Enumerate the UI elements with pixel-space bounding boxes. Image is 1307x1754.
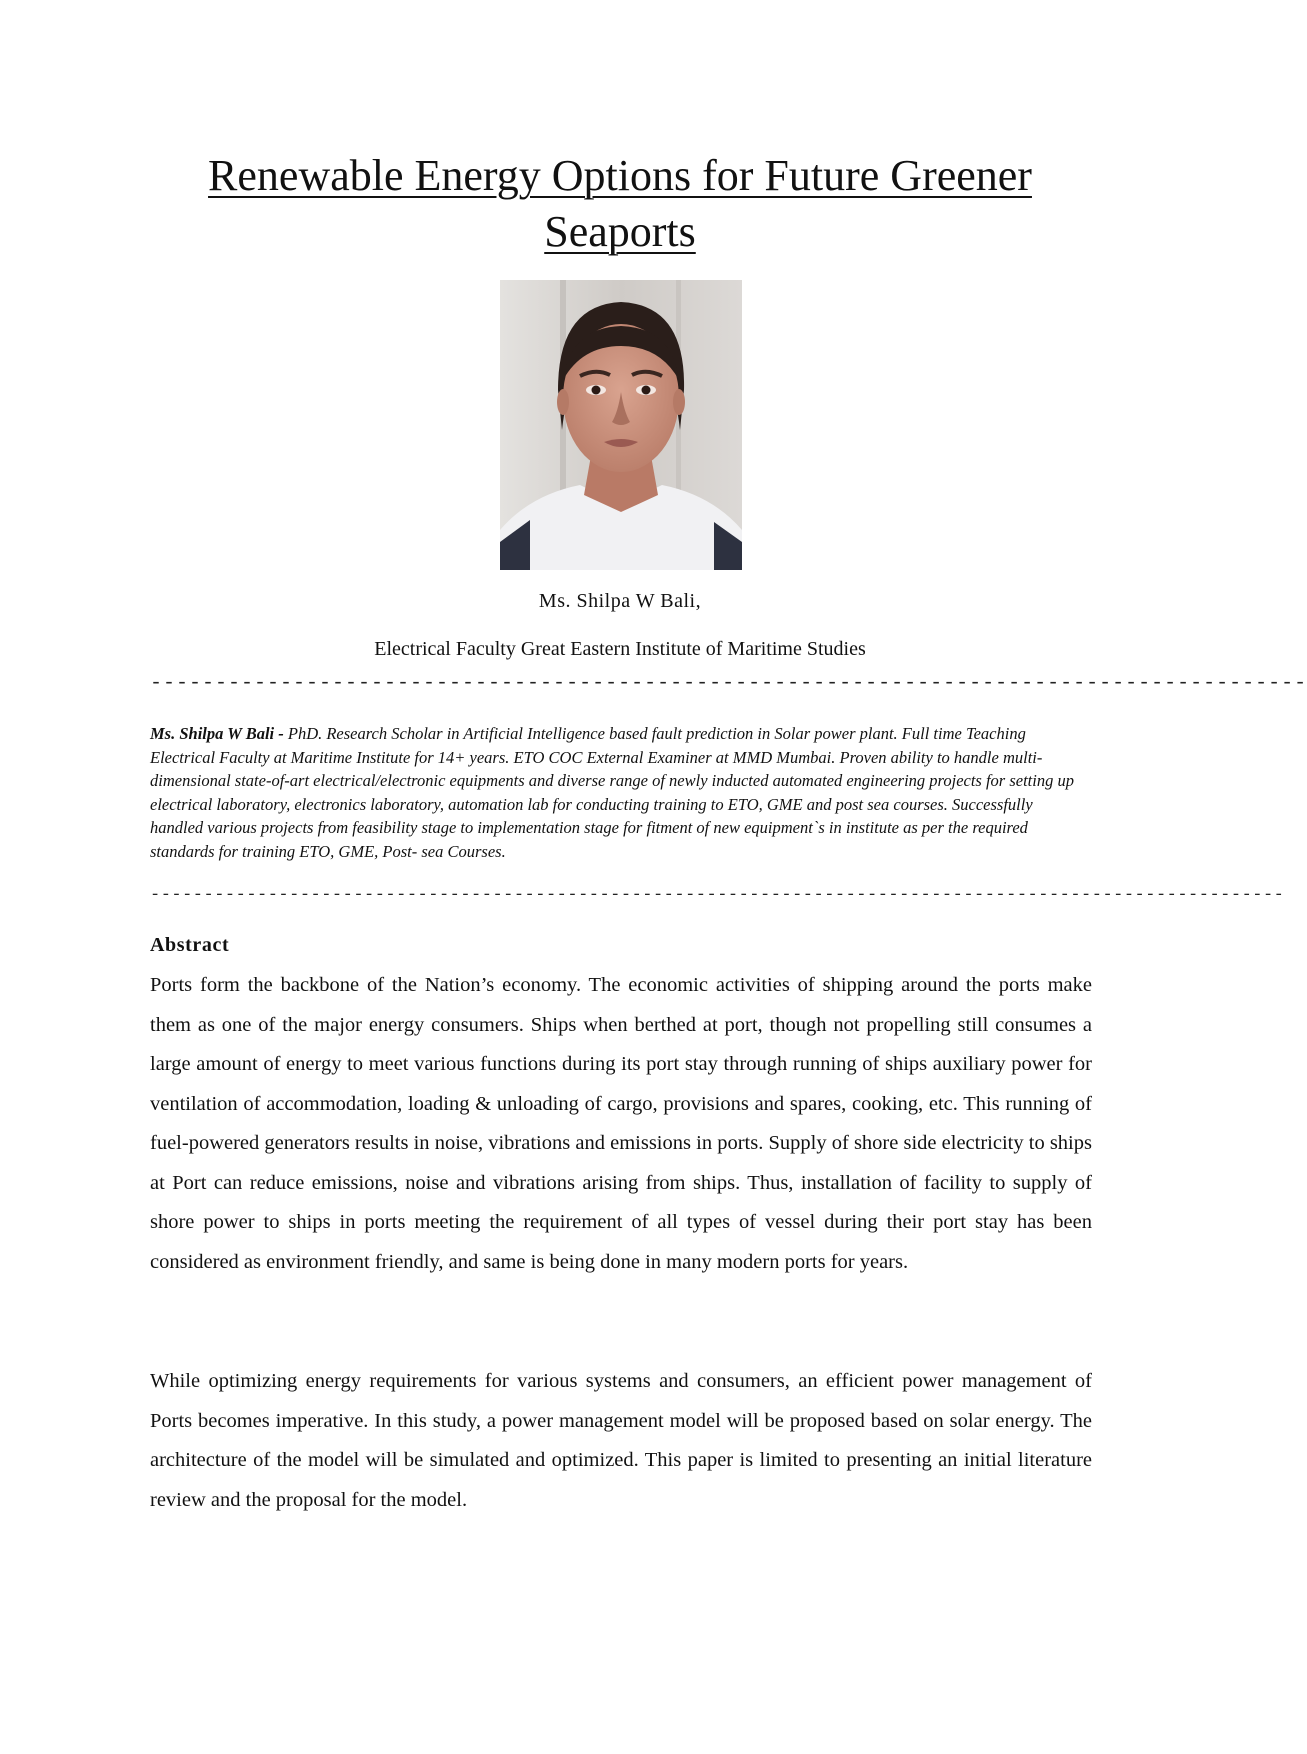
abstract-heading: Abstract xyxy=(150,934,230,956)
author-affiliation: Electrical Faculty Great Eastern Institute of Maritime Studies xyxy=(374,638,866,660)
author-photo xyxy=(500,280,742,570)
title-line-1: Renewable Energy Options for Future Greener xyxy=(208,151,1032,200)
author-portrait-icon xyxy=(500,280,742,570)
separator-top: ----------------------------------------------------------------------------------------- xyxy=(150,672,1307,695)
paper-title xyxy=(150,148,1090,260)
title-line-2: Seaports xyxy=(544,207,696,256)
bio-text: PhD. Research Scholar in Artificial Intelligence based fault prediction in Solar power plant. Full time Teaching Electrical Faculty at Maritime Institute for 14+ years. ETO COC External Examiner at MMD Mumbai. Proven ability to handle multi-dimensional state-of-art electrical/electronic equipments and diverse range of newly inducted automated engineering projects for setting up electrical laboratory, electronics laboratory, automation lab for conducting training to ETO, GME and post sea courses. Successfully handled various projects from feasibility stage to implementation stage for fitment of new equipment`s in institute as per the required standards for training ETO, GME, Post- sea Courses. xyxy=(150,724,1074,861)
abstract-paragraph: While optimizing energy requirements for various systems and consumers, an efficient power management of Ports becomes imperative. In this study, a power management model will be proposed based on solar energy. The architecture of the model will be simulated and optimized. This paper is limited to presenting an initial literature review and the proposal for the model. xyxy=(150,1370,1092,1511)
author-name: Ms. Shilpa W Bali, xyxy=(538,590,702,612)
abstract-paragraph: Ports form the backbone of the Nation’s economy. The economic activities of shipping around the ports make them as one of the major energy consumers. Ships when berthed at port, though not propelling still consumes a large amount of energy to meet various functions during its port stay through running of ships auxiliary power for ventilation of accommodation, loading & unloading of cargo, provisions and spares, cooking, etc. This running of fuel-powered generators results in noise, vibrations and emissions in ports. Supply of shore side electricity to ships at Port can reduce emissions, noise and vibrations arising from ships. Thus, installation of facility to supply of shore power to ships in ports meeting the requirement of all types of vessel during their port stay has been considered as environment friendly, and same is being done in many modern ports for years. xyxy=(150,974,1092,1273)
bio-author-name: Ms. Shilpa W Bali - xyxy=(150,724,284,743)
separator-bottom: ---------------------------------------------------------------------------------------------------------- xyxy=(150,886,1285,905)
author-bio xyxy=(150,722,1080,864)
